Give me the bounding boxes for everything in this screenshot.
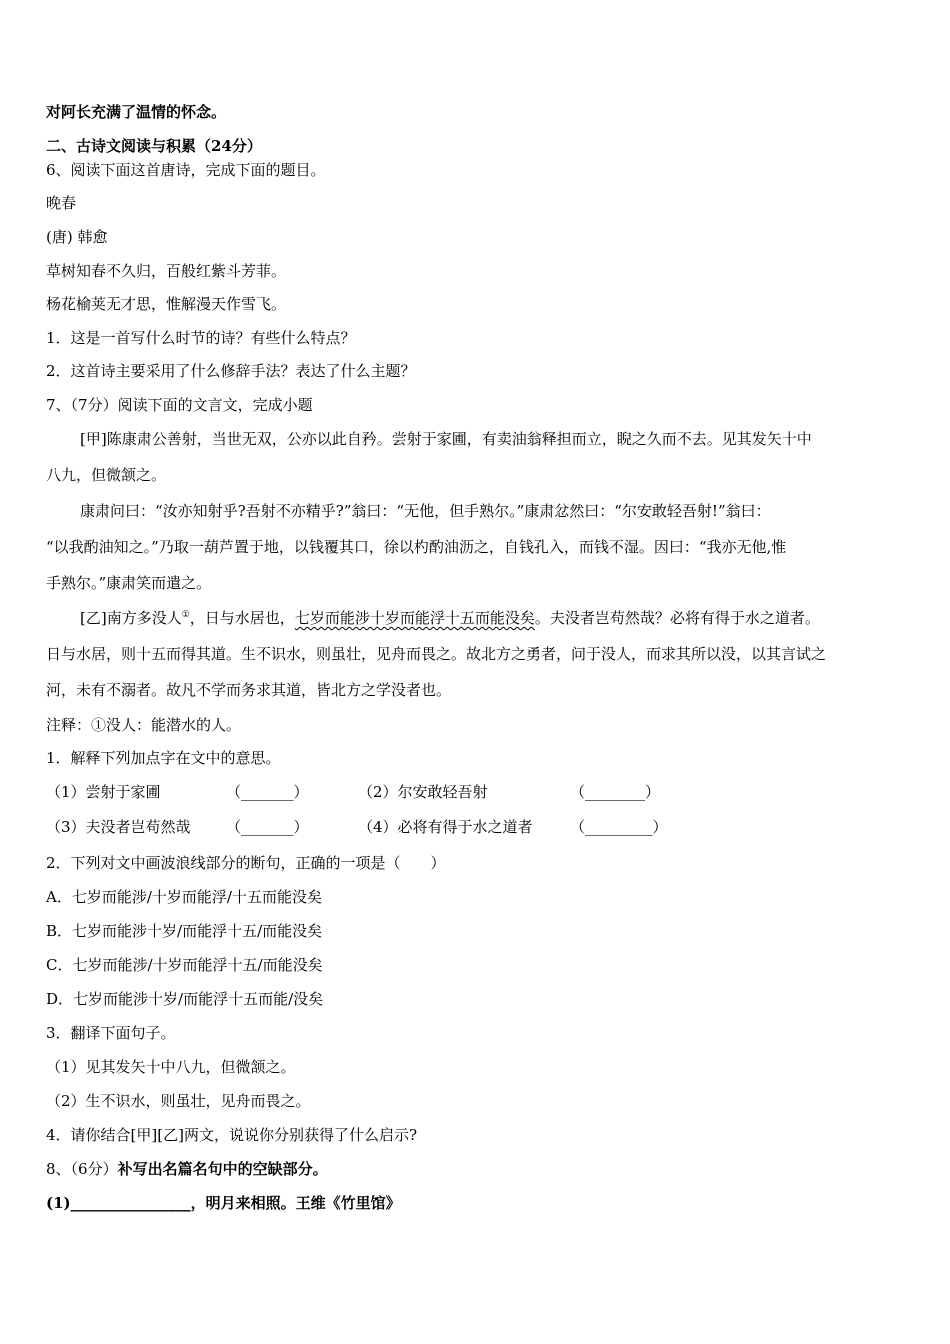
question-6-2: 2．这首诗主要采用了什么修辞手法？表达了什么主题？ xyxy=(46,362,416,380)
question-7-intro: 7、（7分）阅读下面的文言文，完成小题 xyxy=(46,396,313,414)
question-6-1: 1．这是一首写什么时节的诗？有些什么特点？ xyxy=(46,329,356,347)
passage-yi-text: [乙]南方多没人 xyxy=(80,609,182,627)
question-7-1: 1．解释下列加点字在文中的意思。 xyxy=(46,749,281,767)
sub-question-2: （2）尔安敢轻吾射 xyxy=(358,783,488,801)
option-b[interactable]: B．七岁而能涉十岁/而能浮十五/而能没矣 xyxy=(46,922,323,940)
passage-yi-line-3: 河，未有不溺者。故凡不学而务求其道，皆北方之学没者也。 xyxy=(46,681,452,699)
passage-yi-text: ，日与水居也， xyxy=(189,609,295,627)
sub-question-1: （1）尝射于家圃 xyxy=(46,783,161,801)
passage-jia-line-2: 八九，但微颔之。 xyxy=(46,466,167,484)
passage-yi-line-2: 日与水居，则十五而得其道。生不识水，则虽壮，见舟而畏之。故北方之勇者，问于没人，而求其所以没，以其言试之 xyxy=(46,645,827,663)
answer-blank-2[interactable]: （________） xyxy=(570,783,661,801)
passage-jia-line-5: 手熟尔。”康肃笑而遣之。 xyxy=(46,574,212,592)
text-line: 对阿长充满了温情的怀念。 xyxy=(46,103,227,121)
question-7-2: 2．下列对文中画波浪线部分的断句，正确的一项是（ ） xyxy=(46,854,446,872)
question-8-intro xyxy=(46,1159,328,1179)
answer-blank-1[interactable]: （_______） xyxy=(226,783,309,801)
passage-jia-line-4: “以我酌油知之。”乃取一葫芦置于地，以钱覆其口，徐以杓酌油沥之，自钱孔入，而钱不湿。因曰：“我亦无他,惟 xyxy=(46,538,787,556)
question-7-3: 3．翻译下面句子。 xyxy=(46,1024,176,1042)
sub-question-4: （4）必将有得于水之道者 xyxy=(358,818,533,836)
fill-blank-1: (1)________________，明月来相照。王维《竹里馆》 xyxy=(46,1194,401,1212)
translate-item-1: （1）见其发矢十中八九，但微颔之。 xyxy=(46,1058,296,1076)
footnote: 注释：①没人：能潜水的人。 xyxy=(46,716,242,734)
option-d[interactable]: D．七岁而能涉十岁/而能浮十五而能/没矣 xyxy=(46,990,324,1008)
poem-author: (唐) 韩愈 xyxy=(46,228,108,246)
question-8-title: 补写出名篇名句中的空缺部分。 xyxy=(117,1160,328,1178)
answer-blank-3[interactable]: （_______） xyxy=(226,818,309,836)
poem-title: 晚春 xyxy=(46,194,77,212)
section-heading: 二、古诗文阅读与积累（24分） xyxy=(46,137,262,155)
sub-question-3: （3）夫没者岂苟然哉 xyxy=(46,818,191,836)
question-7-4: 4．请你结合[甲][乙]两文，说说你分别获得了什么启示? xyxy=(46,1126,417,1144)
footnote-marker: ① xyxy=(181,610,190,620)
translate-item-2: （2）生不识水，则虽壮，见舟而畏之。 xyxy=(46,1092,311,1110)
question-number: 8、（6分） xyxy=(46,1160,118,1178)
poem-line-2: 杨花榆荚无才思，惟解漫天作雪飞。 xyxy=(46,295,287,313)
option-a[interactable]: A．七岁而能涉/十岁而能浮/十五而能没矣 xyxy=(46,888,322,906)
passage-yi-text: 。夫没者岂苟然哉？必将有得于水之道者。 xyxy=(534,609,820,627)
wavy-underlined-sentence: 七岁而能涉十岁而能浮十五而能没矣 xyxy=(294,609,535,627)
option-c[interactable]: C．七岁而能涉/十岁而能浮十五/而能没矣 xyxy=(46,956,323,974)
passage-yi-line-1 xyxy=(80,608,820,628)
poem-line-1: 草树知春不久归，百般红紫斗芳菲。 xyxy=(46,262,287,280)
passage-jia-line-3: 康肃问曰：“汝亦知射乎?吾射不亦精乎?”翁曰：“无他，但手熟尔。”康肃忿然曰：“尔安敢轻吾射!”翁曰： xyxy=(80,502,771,520)
question-6-intro: 6、阅读下面这首唐诗，完成下面的题目。 xyxy=(46,161,326,179)
passage-jia-line-1: [甲]陈康肃公善射，当世无双，公亦以此自矜。尝射于家圃，有卖油翁释担而立，睨之久而不去。见其发矢十中 xyxy=(80,430,812,448)
answer-blank-4[interactable]: （_________） xyxy=(570,818,668,836)
